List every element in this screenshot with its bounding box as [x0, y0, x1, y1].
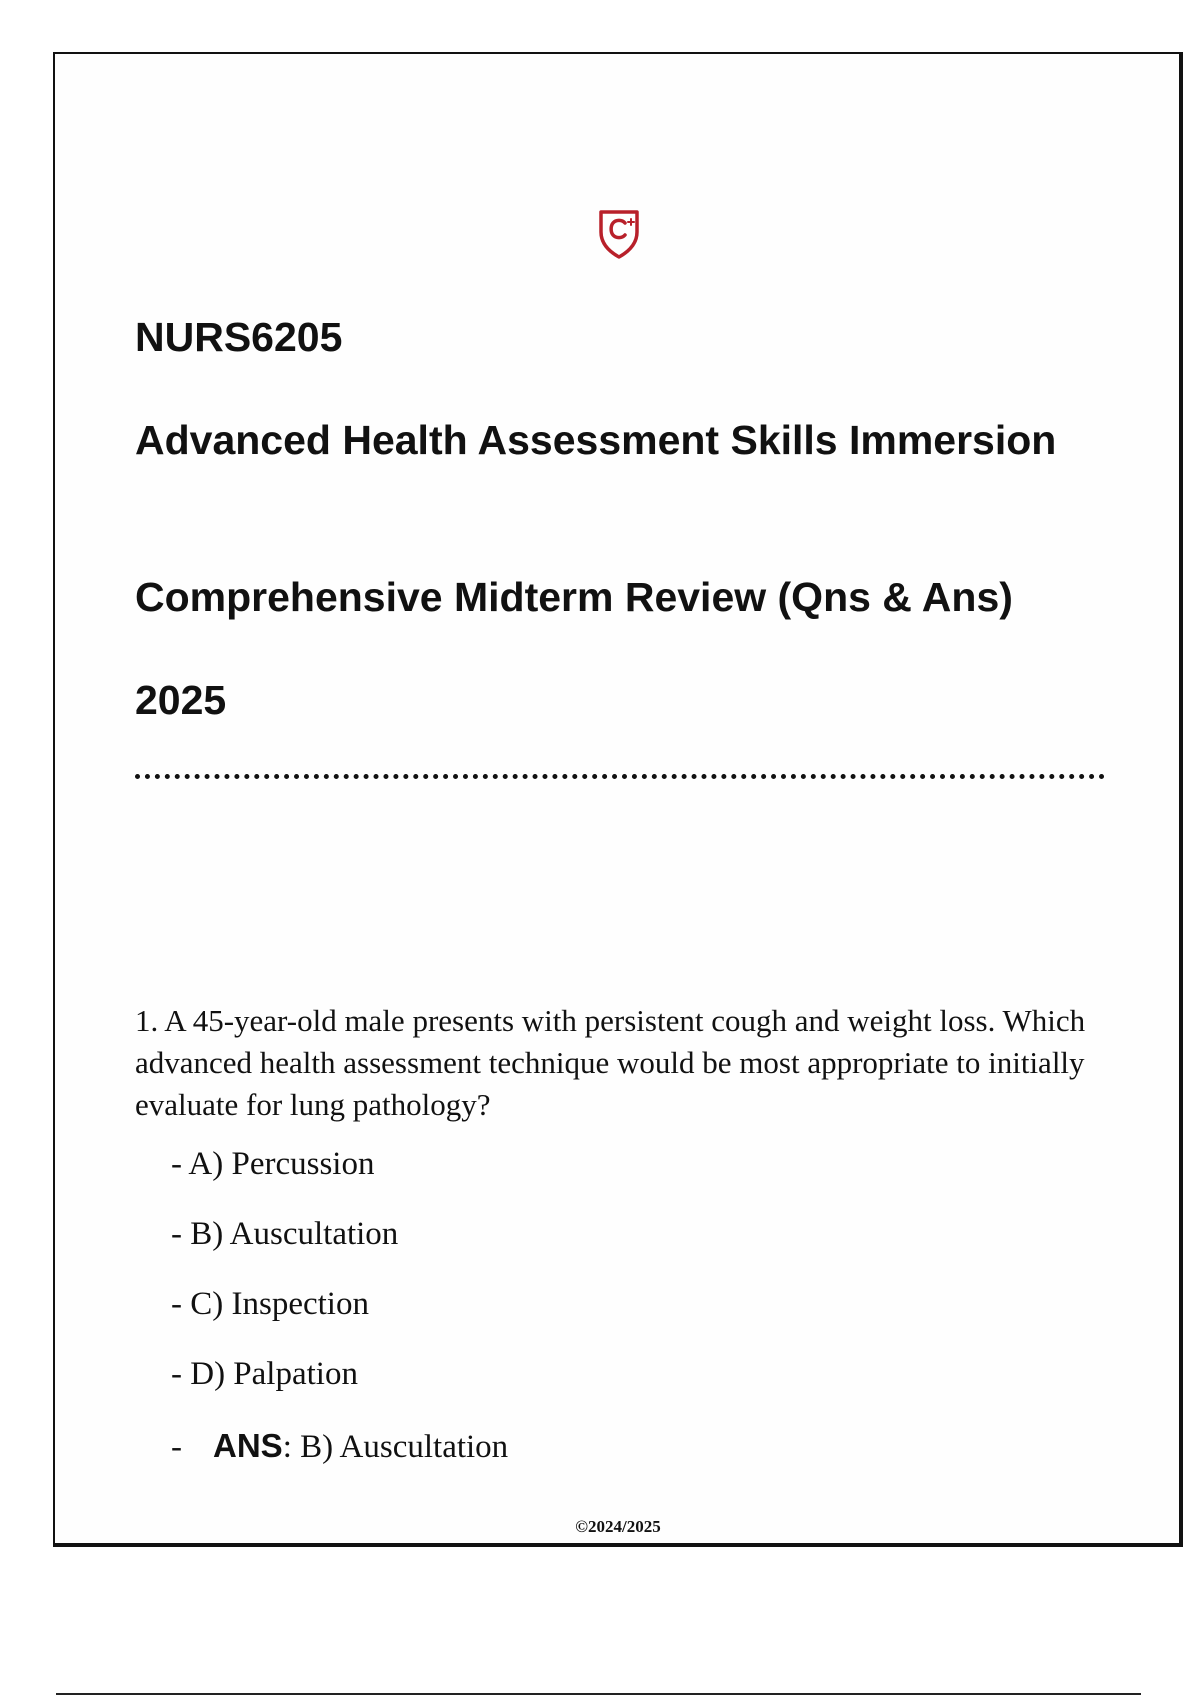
copyright-footer: ©2024/2025 — [575, 1517, 661, 1536]
shield-c-logo-icon — [595, 206, 643, 260]
question-text: 1. A 45-year-old male presents with persistent cough and weight loss. Which advanced health assessment technique would be most appropriate to initially evaluate for lung pathology? — [135, 1003, 1086, 1122]
document-year: 2025 — [135, 677, 227, 723]
option-d: - D) Palpation — [171, 1356, 358, 1392]
course-title: Advanced Health Assessment Skills Immersion — [135, 417, 1057, 463]
answer-label: ANS — [213, 1427, 283, 1464]
review-title: Comprehensive Midterm Review (Qns & Ans) — [135, 574, 1013, 620]
bottom-rule — [56, 1693, 1141, 1695]
course-code: NURS6205 — [135, 314, 343, 360]
option-a: - A) Percussion — [171, 1146, 375, 1182]
document-page — [53, 52, 1183, 1547]
option-b: - B) Auscultation — [171, 1216, 399, 1252]
answer-options — [171, 1144, 398, 1424]
answer-text: : B) Auscultation — [282, 1429, 509, 1465]
option-c: - C) Inspection — [171, 1286, 369, 1322]
answer-dash: - — [171, 1429, 182, 1465]
answer-line — [171, 1426, 508, 1467]
dotted-divider — [135, 774, 1105, 779]
